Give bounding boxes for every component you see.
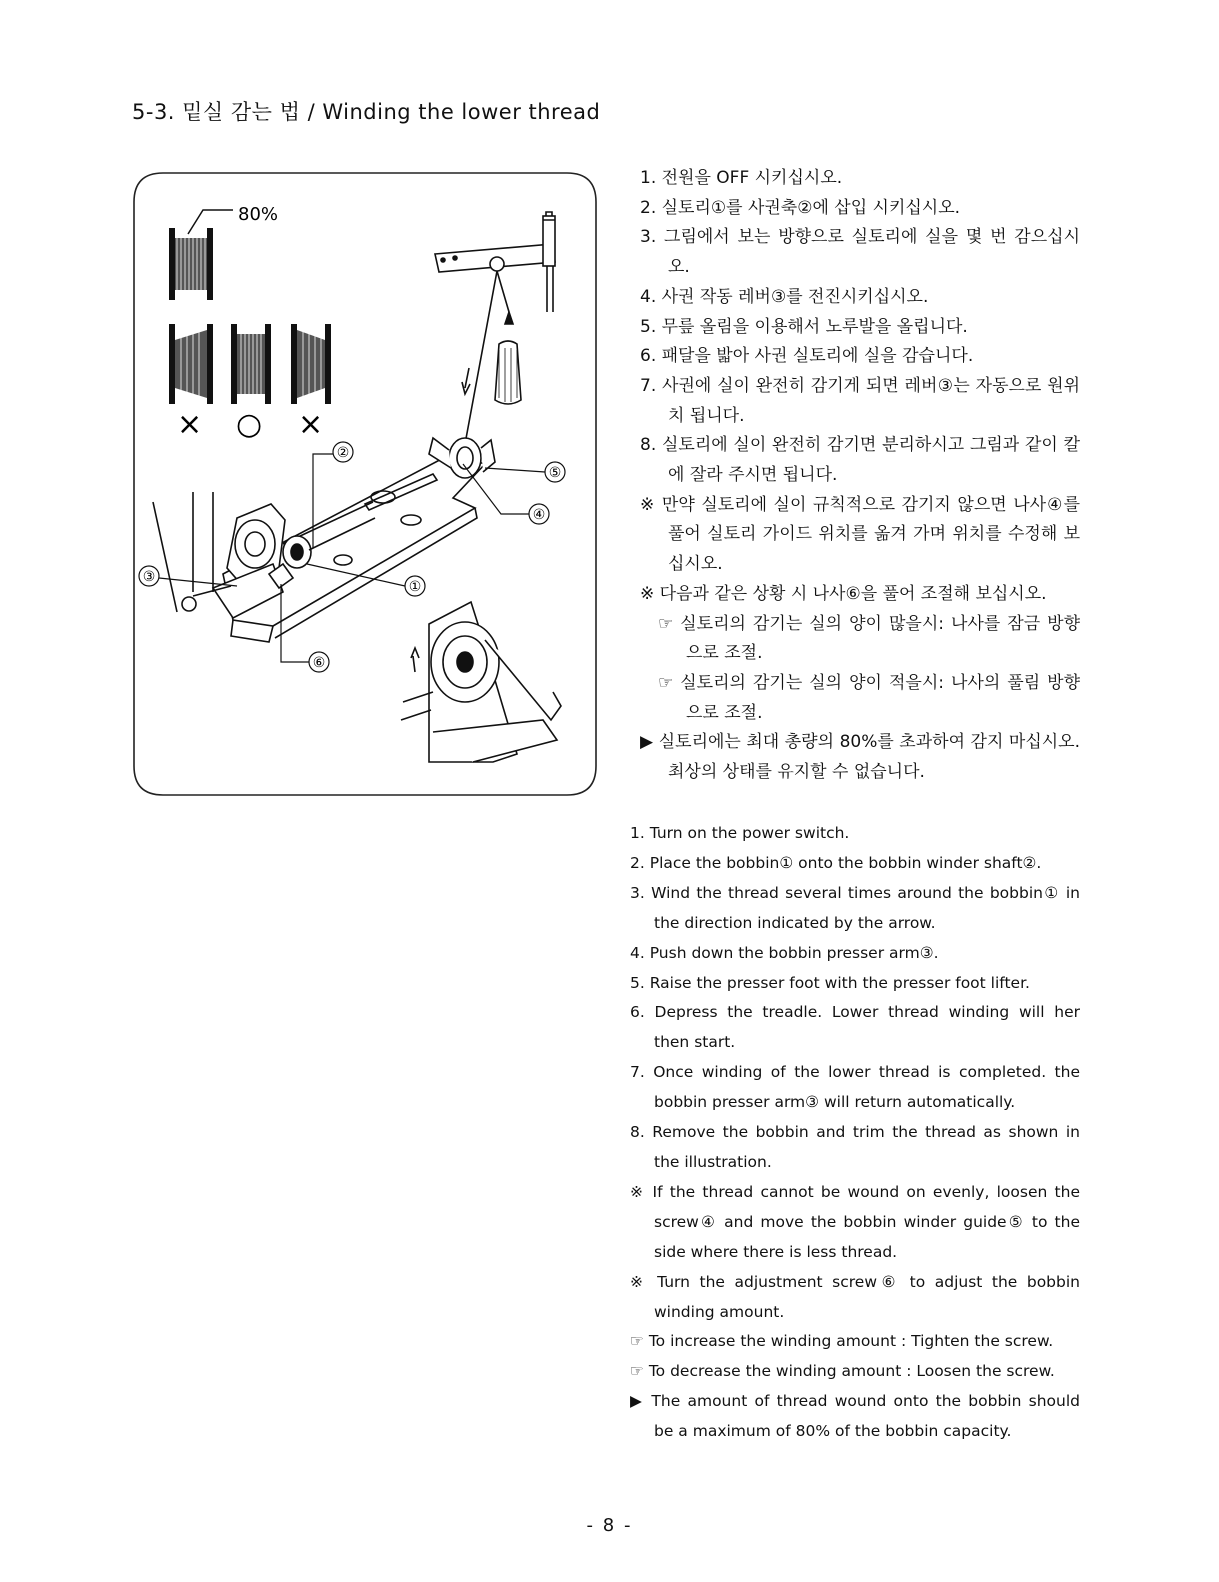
en-note-decrease: ☞ To decrease the winding amount : Loosen the screw. [630, 1362, 1055, 1381]
ko-note-increase: ☞ 실토리의 감기는 실의 양이 많을시: 나사를 잠금 방향으로 조절. [658, 613, 1080, 664]
ko-step-6: 6. 패달을 밟아 사권 실토리에 실을 감습니다. [640, 346, 974, 367]
en-step-1: 1. Turn on the power switch. [630, 824, 850, 842]
ko-warning-80: ▶ 실토리에는 최대 총량의 80%를 초과하여 감지 마십시오. 최상의 상태를 유지할 수 없습니다. [640, 732, 1080, 783]
ko-step-2: 2. 실토리①를 사권축②에 삽입 시키십시오. [640, 197, 961, 218]
bobbin-correct-icon [231, 324, 271, 404]
label-80: 80% [238, 204, 279, 225]
ko-step-1: 1. 전원을 OFF 시키십시오. [640, 168, 843, 188]
ko-step-3: 3. 그림에서 보는 방향으로 실토리에 실을 몇 번 감으십시오. [640, 227, 1080, 278]
sewing-machine-head [401, 602, 561, 762]
ko-step-8: 8. 실토리에 실이 완전히 감기면 분리하시고 그림과 같이 칼에 잘라 주시면 됩니다. [640, 435, 1080, 486]
en-step-7: 7. Once winding of the lower thread is completed. the bobbin presser arm③ will return automatically. [630, 1063, 1080, 1112]
ko-step-4: 4. 사권 작동 레버③를 전진시키십시오. [640, 286, 929, 307]
en-step-8: 8. Remove the bobbin and trim the thread as shown in the illustration. [630, 1123, 1080, 1171]
svg-text:⑤: ⑤ [548, 465, 562, 481]
callout-5 [485, 462, 565, 482]
korean-instructions [640, 164, 1080, 788]
en-note-adjust: ※ Turn the adjustment screw⑥ to adjust the bobbin winding amount. [630, 1272, 1080, 1321]
bobbin-wrong-left-icon [169, 324, 213, 404]
svg-text:⑥: ⑥ [312, 655, 326, 671]
ko-note-decrease: ☞ 실토리의 감기는 실의 양이 적을시: 나사의 풀림 방향으로 조절. [658, 672, 1080, 723]
thread-stand [435, 212, 555, 444]
ko-step-7: 7. 사권에 실이 완전히 감기게 되면 레버③는 자동으로 원위치 됩니다. [640, 375, 1080, 426]
callout-3 [139, 566, 237, 586]
mark-wrong-left: × [177, 407, 203, 442]
bobbin-winder-illustration [133, 172, 597, 796]
svg-text:①: ① [408, 579, 422, 595]
english-instructions [630, 819, 1080, 1447]
svg-text:③: ③ [142, 569, 156, 585]
en-warning-80: ▶ The amount of thread wound onto the bobbin should be a maximum of 80% of the bobbin capacity. [630, 1392, 1080, 1441]
en-step-5: 5. Raise the presser foot with the presser foot lifter. [630, 973, 1030, 992]
en-step-3: 3. Wind the thread several times around the bobbin① in the direction indicated by the arrow. [630, 883, 1080, 932]
ko-note-uneven: ※ 만약 실토리에 실이 규칙적으로 감기지 않으면 나사④를 풀어 실토리 가이드 위치를 옮겨 가며 위치를 수정해 보십시오. [640, 494, 1080, 575]
mark-wrong-right: × [298, 407, 324, 442]
en-step-4: 4. Push down the bobbin presser arm③. [630, 943, 939, 962]
page-number: - 8 - [586, 1515, 633, 1536]
ko-note-adjust: ※ 다음과 같은 상황 시 나사⑥을 풀어 조절해 보십시오. [640, 583, 1047, 604]
en-step-2: 2. Place the bobbin① onto the bobbin winder shaft②. [630, 853, 1042, 872]
ko-step-5: 5. 무릎 올림을 이용해서 노루발을 올립니다. [640, 316, 968, 337]
svg-text:②: ② [336, 445, 350, 461]
en-step-6: 6. Depress the treadle. Lower thread winding will her then start. [630, 1003, 1080, 1052]
svg-text:④: ④ [532, 507, 546, 523]
illustration-svg [133, 172, 597, 796]
mark-correct: ○ [236, 407, 263, 442]
en-note-increase: ☞ To increase the winding amount : Tighten the screw. [630, 1332, 1054, 1351]
page-title: 5-3. 밑실 감는 법 / Winding the lower thread [132, 100, 601, 124]
en-note-uneven: ※ If the thread cannot be wound on evenly, loosen the screw④ and move the bobbin winder guide⑤ to the side where there is less thread. [630, 1182, 1080, 1261]
bobbin-80-icon [169, 228, 213, 300]
bobbin-wrong-right-icon [291, 324, 331, 404]
